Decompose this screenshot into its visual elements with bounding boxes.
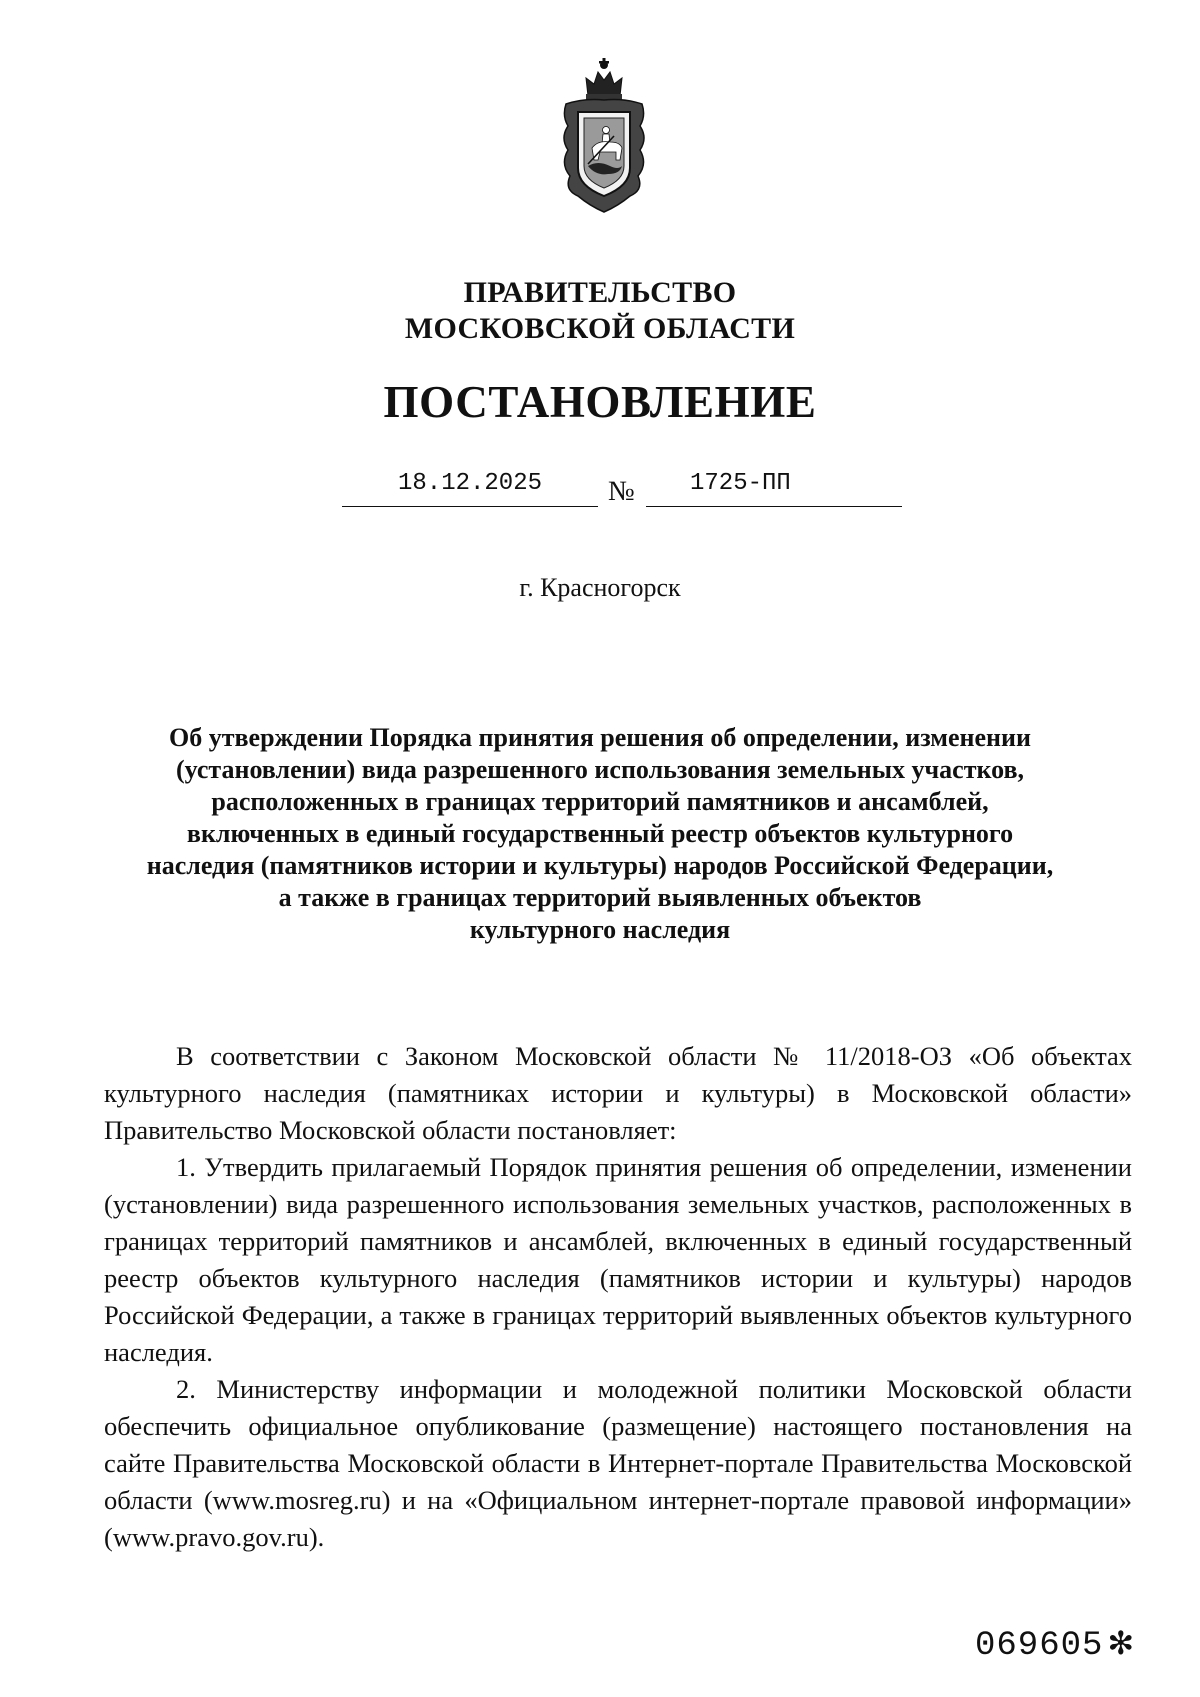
organization-name-line2: МОСКОВСКОЙ ОБЛАСТИ [404, 312, 796, 345]
title-line: включенных в единый государственный реестр объектов культурного [186, 819, 1014, 848]
clause-1-paragraph: 1. Утвердить прилагаемый Порядок принятия решения об определении, изменении (установлении) вида разрешенного использования земельных участков, расположенных в границах территорий памятников и ансамблей, включенных в единый государственный реестр объектов культурного наследия (памятников истории и культуры) народов Российской Федерации, а также в границах территорий выявленных объектов культурного наследия. [104, 1152, 1132, 1367]
form-serial-number [975, 1624, 1135, 1665]
moscow-oblast-coat-of-arms-icon [548, 56, 660, 216]
title-line: расположенных в границах территорий памятников и ансамблей, [211, 787, 989, 816]
document-type-heading: ПОСТАНОВЛЕНИЕ [383, 377, 817, 427]
clause-2-paragraph: 2. Министерству информации и молодежной политики Московской области обеспечить официальное опубликование (размещение) настоящего постановления на сайте Правительства Московской области в Интернет-портале Правительства Московской области (www.mosreg.ru) и на «Официальном интернет-портале правовой информации» (www.pravo.gov.ru). [104, 1374, 1132, 1552]
number-sign: № [608, 476, 635, 507]
registration-line [0, 470, 1200, 510]
city-of-issue: г. Красногорск [519, 573, 681, 602]
preamble-paragraph: В соответствии с Законом Московской области № 11/2018-ОЗ «Об объектах культурного наследия (памятниках истории и культуры) в Московской области» Правительство Московской области постановляет: [104, 1041, 1132, 1145]
document-title [120, 722, 1080, 946]
title-line: (установлении) вида разрешенного использования земельных участков, [175, 755, 1024, 784]
document-date: 18.12.2025 [342, 470, 598, 507]
document-number-field [646, 470, 902, 507]
asterisk-mark-icon: ✻ [1107, 1624, 1136, 1662]
organization-name-line1: ПРАВИТЕЛЬСТВО [463, 276, 737, 309]
title-line: культурного наследия [469, 915, 731, 944]
title-line: а также в границах территорий выявленных объектов [278, 883, 922, 912]
title-line: Об утверждении Порядка принятия решения об определении, изменении [169, 723, 1031, 752]
title-line: наследия (памятников истории и культуры) народов Российской Федерации, [146, 851, 1054, 880]
document-body [104, 1038, 1132, 1556]
document-number: 1725-ПП [690, 470, 791, 497]
serial-number-text: 069605 [975, 1627, 1104, 1665]
